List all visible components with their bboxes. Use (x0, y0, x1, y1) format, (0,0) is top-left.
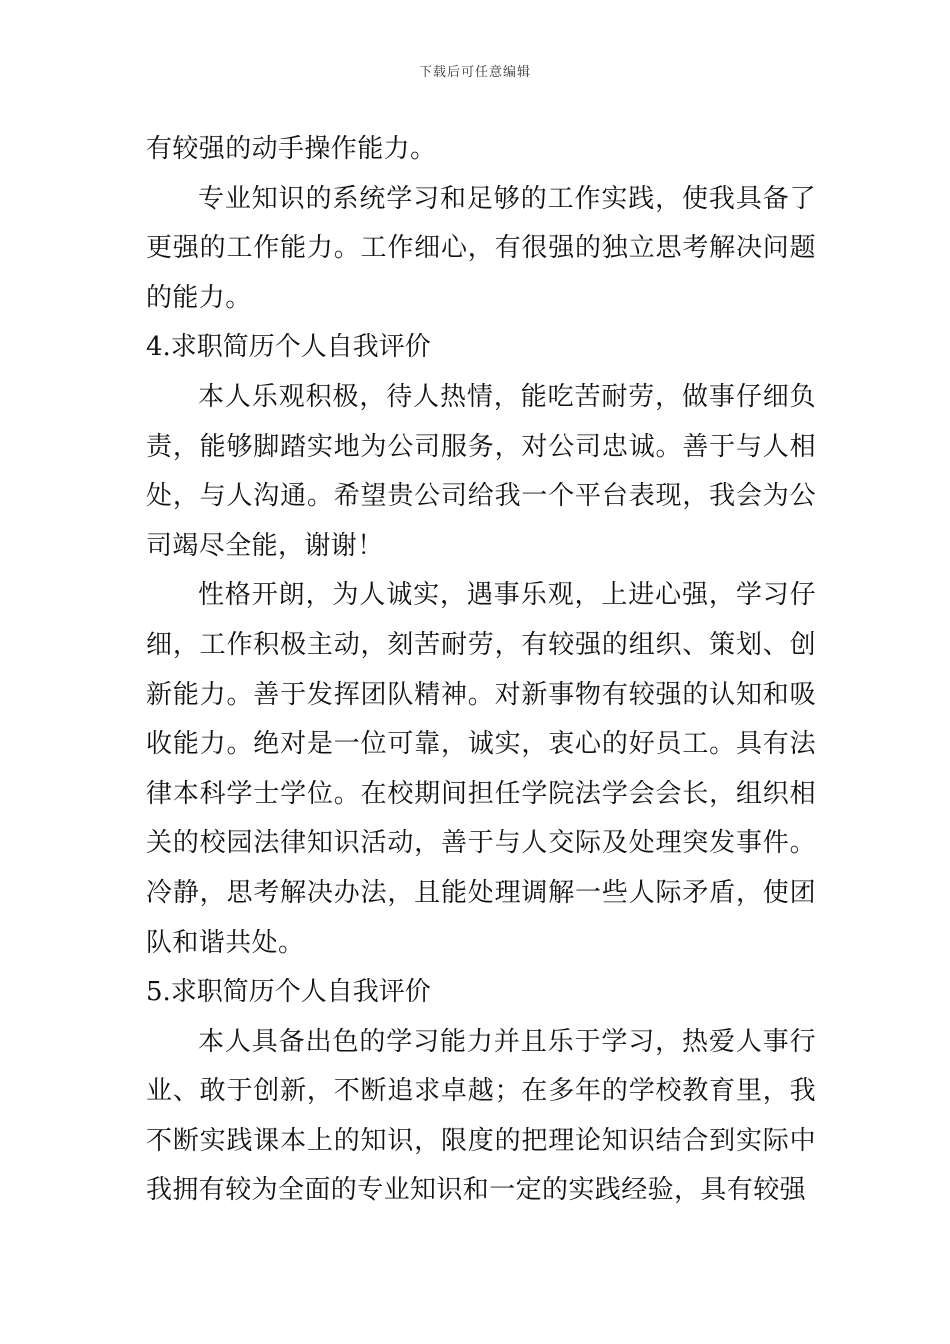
paragraph-professional-knowledge: 专业知识的系统学习和足够的工作实践，使我具备了更强的工作能力。工作细心，有很强的独立思考解决问题的能力。 (146, 183, 816, 313)
document-body (146, 125, 816, 1216)
section-heading-5: 5.求职简历个人自我评价 (146, 977, 431, 1008)
paragraph-self-evaluation-1: 本人乐观积极，待人热情，能吃苦耐劳，做事仔细负责，能够脚踏实地为公司服务，对公司忠诚。善于与人相处，与人沟通。希望贵公司给我一个平台表现，我会为公司竭尽全能，谢谢！ (146, 381, 816, 561)
paragraph-continuation: 有较强的动手操作能力。 (146, 134, 437, 164)
section-heading-4: 4.求职简历个人自我评价 (146, 332, 431, 363)
paragraph-self-evaluation-2: 性格开朗，为人诚实，遇事乐观，上进心强，学习仔细，工作积极主动，刻苦耐劳，有较强的组织、策划、创新能力。善于发挥团队精神。对新事物有较强的认知和吸收能力。绝对是一位可靠，诚实，衷心的好员工。具有法律本科学士学位。在校期间担任学院法学会会长，组织相关的校园法律知识活动，善于与人交际及处理突发事件。冷静，思考解决办法，且能处理调解一些人际矛盾，使团队和谐共处。 (146, 580, 816, 958)
page-header: 下载后可任意编辑 (418, 65, 531, 80)
paragraph-self-evaluation-3: 本人具备出色的学习能力并且乐于学习，热爱人事行业、敢于创新，不断追求卓越；在多年的学校教育里，我不断实践课本上的知识，限度的把理论知识结合到实际中我拥有较为全面的专业知识和一定的实践经验，具有较强 (146, 1026, 816, 1206)
